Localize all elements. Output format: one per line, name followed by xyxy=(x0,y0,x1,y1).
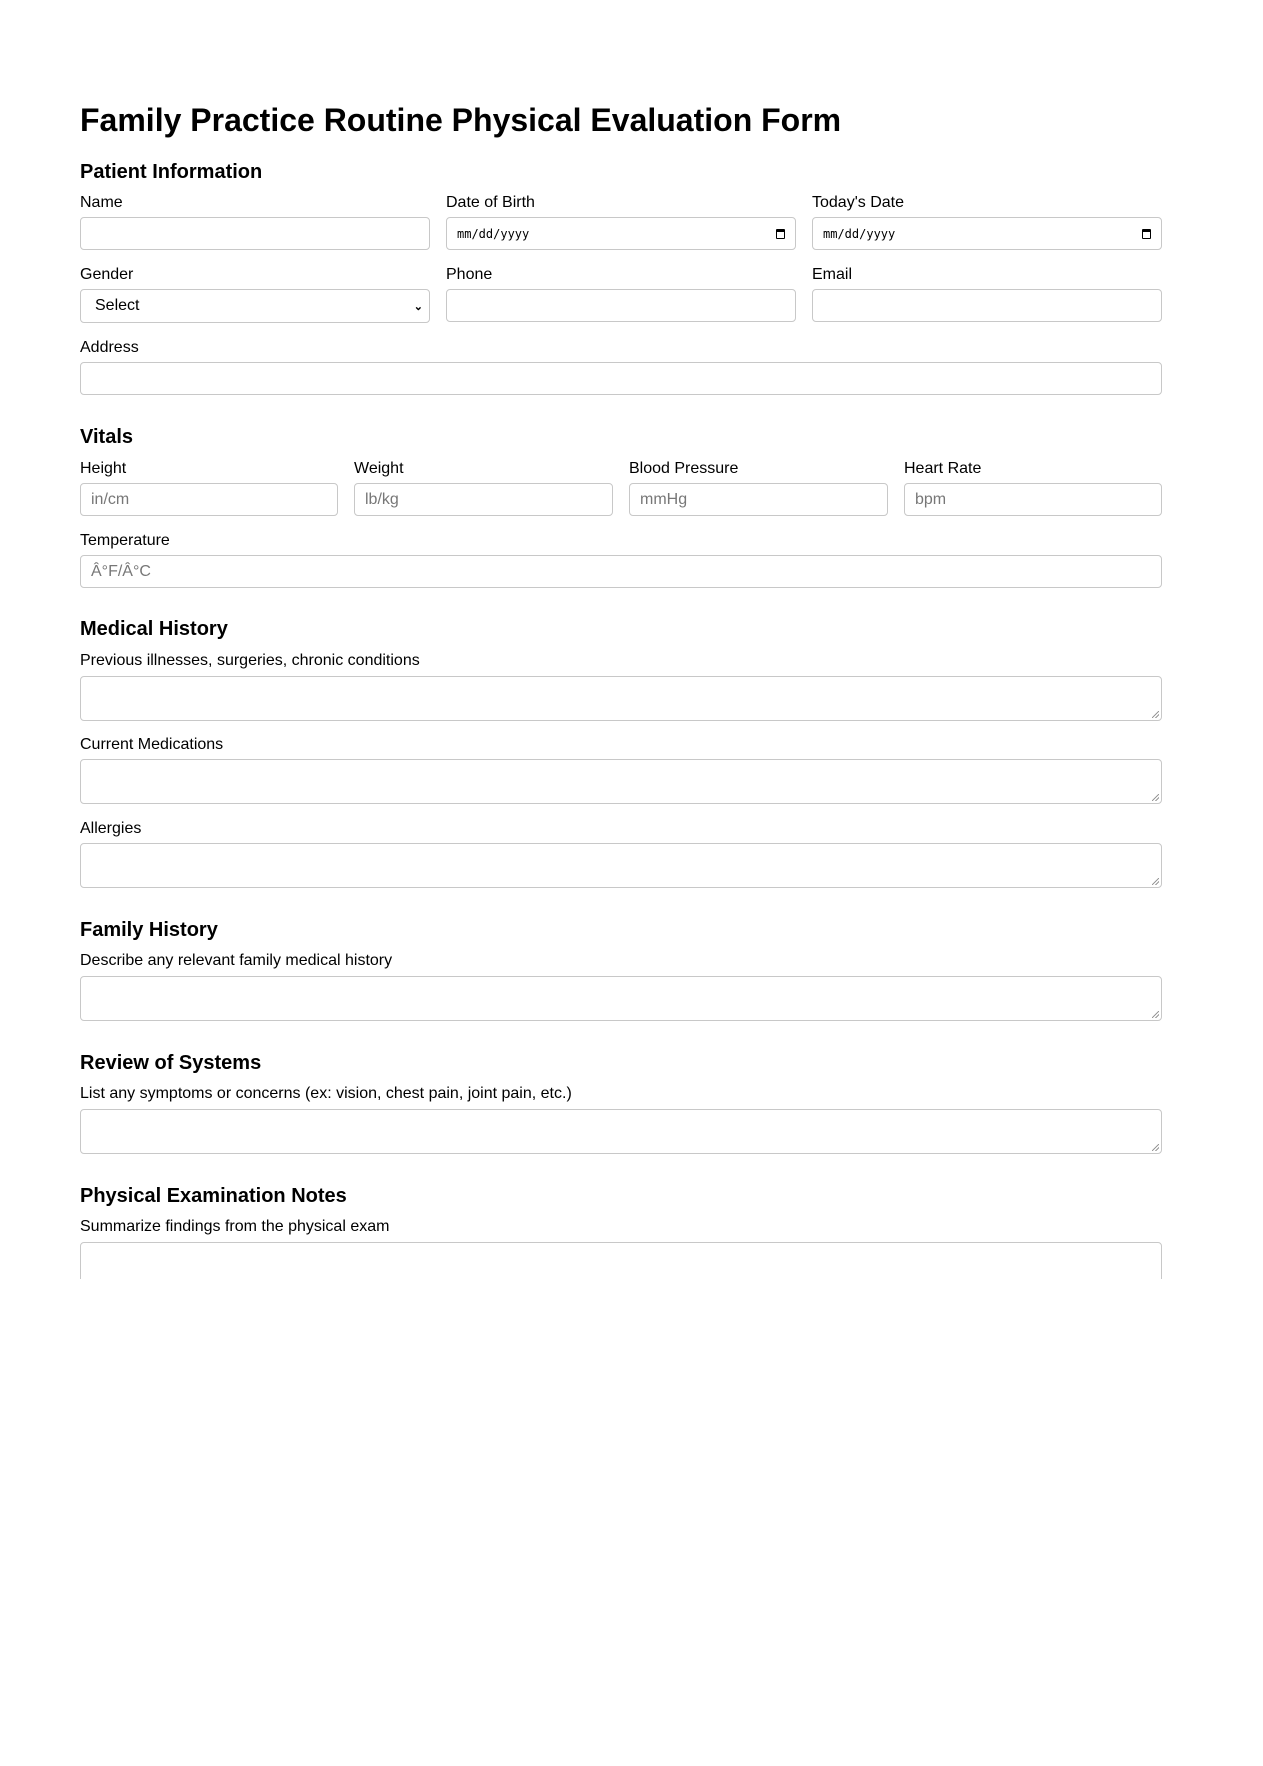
phone-input[interactable] xyxy=(446,289,796,322)
gender-select[interactable] xyxy=(80,289,430,323)
current-medications-textarea[interactable] xyxy=(80,759,1162,804)
dob-label: Date of Birth xyxy=(446,194,535,211)
heart-rate-placeholder: bpm xyxy=(915,490,947,508)
heart-rate-input[interactable] xyxy=(904,483,1162,516)
today-date-placeholder: mm/dd/yyyy xyxy=(823,226,896,241)
calendar-icon[interactable] xyxy=(1142,229,1151,239)
weight-placeholder: lb/kg xyxy=(365,490,399,508)
family-history-textarea[interactable] xyxy=(80,976,1162,1021)
section-vitals: Vitals xyxy=(80,426,133,448)
temperature-input[interactable] xyxy=(80,555,1162,588)
gender-value: Select xyxy=(95,297,140,314)
calendar-icon[interactable] xyxy=(776,229,785,239)
dob-input[interactable] xyxy=(446,217,796,250)
phone-label: Phone xyxy=(446,266,493,283)
name-input[interactable] xyxy=(80,217,430,250)
resize-handle[interactable] xyxy=(1152,1144,1159,1151)
allergies-label: Allergies xyxy=(80,820,142,837)
review-of-systems-textarea[interactable] xyxy=(80,1109,1162,1154)
resize-handle[interactable] xyxy=(1152,878,1159,885)
section-review-of-systems: Review of Systems xyxy=(80,1052,262,1074)
gender-label: Gender xyxy=(80,266,134,283)
temperature-label: Temperature xyxy=(80,532,170,549)
name-label: Name xyxy=(80,194,123,211)
chevron-down-icon: ⌄ xyxy=(413,300,423,313)
today-date-input[interactable] xyxy=(812,217,1162,250)
today-date-label: Today's Date xyxy=(812,194,904,211)
temperature-placeholder: Â°F/Â°C xyxy=(91,562,151,580)
blood-pressure-placeholder: mmHg xyxy=(640,490,688,508)
section-medical-history: Medical History xyxy=(80,618,228,640)
weight-label: Weight xyxy=(354,460,404,477)
dob-placeholder: mm/dd/yyyy xyxy=(457,226,530,241)
weight-input[interactable] xyxy=(354,483,613,516)
allergies-textarea[interactable] xyxy=(80,843,1162,888)
address-label: Address xyxy=(80,339,139,356)
address-input[interactable] xyxy=(80,362,1162,395)
section-physical-examination-notes: Physical Examination Notes xyxy=(80,1185,347,1207)
previous-illnesses-textarea[interactable] xyxy=(80,676,1162,721)
section-patient-information: Patient Information xyxy=(80,161,263,183)
physical-exam-label: Summarize findings from the physical exam xyxy=(80,1218,390,1235)
height-label: Height xyxy=(80,460,127,477)
height-input[interactable] xyxy=(80,483,338,516)
current-medications-label: Current Medications xyxy=(80,736,224,753)
previous-illnesses-label: Previous illnesses, surgeries, chronic conditions xyxy=(80,652,420,669)
email-label: Email xyxy=(812,266,853,283)
blood-pressure-label: Blood Pressure xyxy=(629,460,739,477)
blood-pressure-input[interactable] xyxy=(629,483,888,516)
family-history-label: Describe any relevant family medical history xyxy=(80,952,393,969)
page-title: Family Practice Routine Physical Evaluation Form xyxy=(80,102,842,138)
physical-exam-clip xyxy=(78,1240,1168,1279)
resize-handle[interactable] xyxy=(1152,794,1159,801)
email-input[interactable] xyxy=(812,289,1162,322)
resize-handle[interactable] xyxy=(1152,1011,1159,1018)
heart-rate-label: Heart Rate xyxy=(904,460,982,477)
resize-handle[interactable] xyxy=(1152,711,1159,718)
review-of-systems-label: List any symptoms or concerns (ex: vision, chest pain, joint pain, etc.) xyxy=(80,1085,572,1102)
section-family-history: Family History xyxy=(80,919,218,941)
physical-exam-textarea[interactable] xyxy=(80,1242,1162,1279)
height-placeholder: in/cm xyxy=(91,490,130,508)
